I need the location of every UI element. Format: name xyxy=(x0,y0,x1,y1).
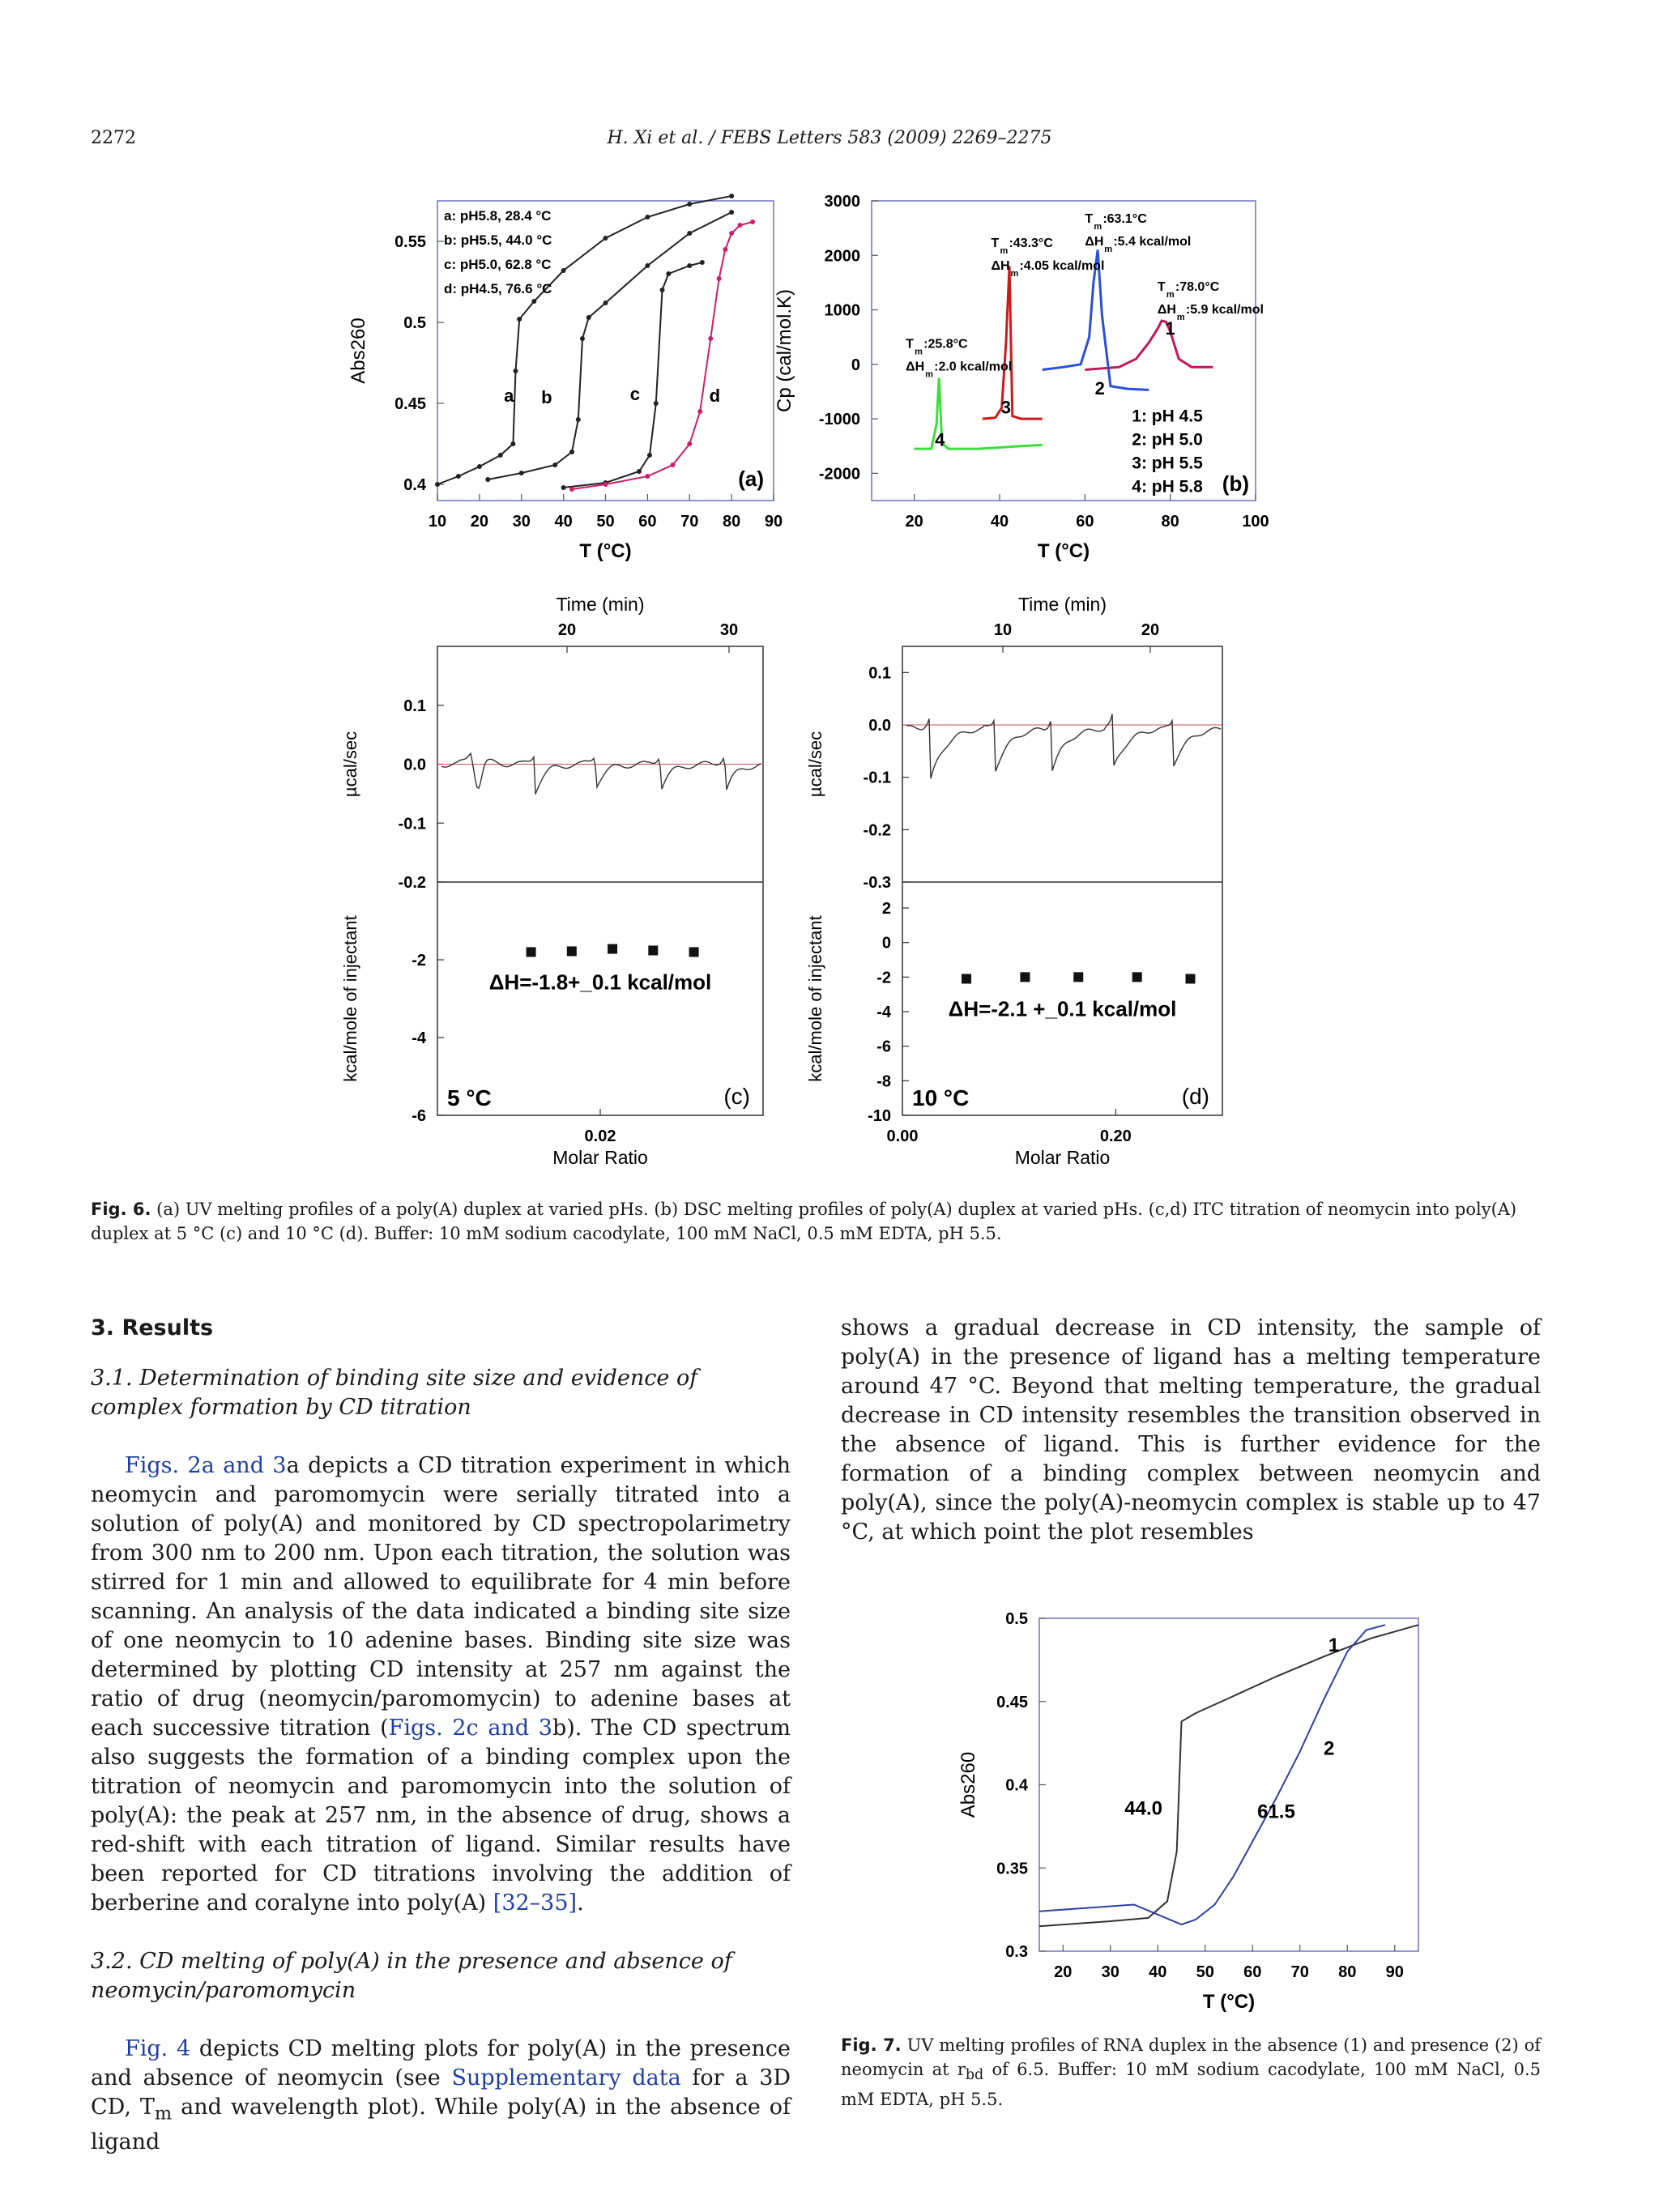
chart-6a-xtick-label: 50 xyxy=(596,513,615,531)
chart-6b-legend-item: 2: pH 5.0 xyxy=(1132,430,1203,450)
chart-6a-series-a-point xyxy=(435,482,440,487)
chart-6b-annot-dh-sub: m xyxy=(925,369,933,380)
chart-6a-curve-label: d xyxy=(709,386,721,406)
chart-7-xtick-label: 40 xyxy=(1149,1963,1167,1981)
chart-6d xyxy=(805,594,1222,1168)
chart-6a-series-a-point xyxy=(729,194,734,198)
chart-6c-top-axis-label: Time (min) xyxy=(556,594,645,615)
chart-7-ytick-label: 0.4 xyxy=(1005,1776,1028,1795)
chart-6c-data-point xyxy=(527,947,536,957)
chart-6d-panel-label: (d) xyxy=(1181,1084,1209,1109)
chart-6c-xlabel: Molar Ratio xyxy=(552,1147,648,1168)
chart-6a-series-d xyxy=(572,222,753,489)
chart-6d-data-point xyxy=(1073,972,1083,982)
chart-6a-series-a-point xyxy=(498,453,503,458)
fig7-caption-label: Fig. 7. xyxy=(841,2035,902,2055)
chart-6a-series-c-point xyxy=(700,260,705,265)
chart-6a-curve-label: c xyxy=(629,384,640,404)
chart-6a-series-c-point xyxy=(666,271,671,276)
chart-6a-series-d-point xyxy=(723,247,727,252)
chart-6d-bot-ytick-label: -8 xyxy=(876,1072,891,1091)
chart-6a-series-a-point xyxy=(561,268,566,273)
chart-6b-annot-tm-sub: m xyxy=(1094,221,1102,232)
chart-6b-curve-label: 2 xyxy=(1094,377,1105,399)
chart-6b-legend-item: 3: pH 5.5 xyxy=(1132,454,1203,473)
chart-7-value-label: 61.5 xyxy=(1257,1801,1295,1823)
chart-6b-series-4 xyxy=(915,378,1043,449)
chart-6c-ylabel: kcal/mole of injectant xyxy=(340,915,360,1082)
chart-6b-xtick-label: 20 xyxy=(905,513,923,531)
chart-6b-xtick-label: 80 xyxy=(1161,513,1179,531)
chart-6a-series-c-point xyxy=(687,263,692,268)
chart-6b-ytick-label: 0 xyxy=(851,356,860,374)
chart-6d-xtick-label: 0.20 xyxy=(1099,1127,1132,1145)
chart-6d-bot-ytick-label: -2 xyxy=(876,969,891,987)
chart-6a-series-c-point xyxy=(637,469,642,474)
chart-6a-xtick-label: 70 xyxy=(680,513,699,531)
chart-6b-annot-dh: ΔH xyxy=(1157,303,1176,317)
p2-sub: m xyxy=(154,2103,173,2125)
paragraph-right: shows a gradual decrease in CD intensity, the sample of poly(A) in the presence of ligand has a melting temperature around 47 °C. Beyond that melting temperature, the gradual decrease in CD intensity resembles the transition observed in the absence of ligand. This is further evidence for the formation of a binding complex between neomycin and poly(A), since the poly(A)-neomycin complex is stable up to 47 °C, at which point the plot resembles xyxy=(841,1315,1541,1545)
chart-7-xtick-label: 90 xyxy=(1385,1963,1404,1981)
chart-6d-bot-ytick-label: -4 xyxy=(876,1004,891,1021)
chart-6b-xtick-label: 100 xyxy=(1242,513,1269,531)
chart-6b-annot-dh-sub: m xyxy=(1176,313,1185,322)
chart-6a-xtick-label: 30 xyxy=(512,513,531,531)
chart-6d-bot-ytick-label: -6 xyxy=(876,1038,891,1056)
chart-6c-data-point xyxy=(689,947,699,957)
fig4-link[interactable]: Fig. 4 xyxy=(125,2036,191,2061)
chart-6a-xtick-label: 40 xyxy=(554,513,573,531)
chart-6c-data-point xyxy=(567,946,577,956)
chart-6a-series-d-point xyxy=(603,482,608,487)
chart-6b-annot-dh-val: :4.05 kcal/mol xyxy=(1019,259,1105,274)
chart-6c-bot-ytick-label: -6 xyxy=(412,1107,426,1125)
chart-6d-delta-h: ΔH=-2.1 +_0.1 kcal/mol xyxy=(948,996,1177,1021)
fig6-caption-text: (a) UV melting profiles of a poly(A) duplex at varied pHs. (b) DSC melting profiles of poly(A) duplex at varied pHs. (c,d) ITC titration of neomycin into poly(A) duplex at 5 °C (c) and 10 °C (d). Buffer: 10 mM sodium cacodylate, 100 mM NaCl, 0.5 mM EDTA, pH 5.5. xyxy=(91,1200,1517,1243)
chart-6a-xtick-label: 60 xyxy=(638,513,657,531)
fig7-caption-tail: of 6.5. Buffer: 10 mM sodium cacodylate, 100 mM NaCl, 0.5 mM EDTA, pH 5.5. xyxy=(841,2060,1541,2110)
chart-6a-ytick-label: 0.45 xyxy=(394,395,426,413)
chart-6a-series-b-point xyxy=(552,462,557,467)
chart-6d-top-tick-label: 20 xyxy=(1141,621,1160,639)
chart-6a-series-a-point xyxy=(456,474,461,479)
chart-7-ytick-label: 0.3 xyxy=(1005,1943,1028,1961)
chart-6b-ytick-label: -2000 xyxy=(818,465,860,484)
chart-6a-series-d-point xyxy=(687,441,692,446)
chart-6b-annot-dh-val: :2.0 kcal/mol xyxy=(934,360,1013,374)
chart-6a-panel-label: (a) xyxy=(738,467,764,491)
chart-6c-top-tick-label: 30 xyxy=(719,621,739,639)
chart-6a-series-b-point xyxy=(729,210,734,215)
chart-6a-legend-item: b: pH5.5, 44.0 °C xyxy=(444,232,552,248)
running-header: H. Xi et al. / FEBS Letters 583 (2009) 2269–2275 xyxy=(607,128,1052,148)
chart-6b-ytick-label: -1000 xyxy=(818,411,860,429)
subsection-title-2: 3.2. CD melting of poly(A) in the presence and absence of neomycin/paromomycin xyxy=(91,1949,732,2003)
chart-6b-curve-label: 4 xyxy=(935,429,945,450)
chart-6b-annot-tm: T xyxy=(906,337,914,352)
chart-7-value-label: 44.0 xyxy=(1124,1797,1163,1820)
chart-6c-top-ytick-label: 0.1 xyxy=(403,697,426,715)
chart-6b-annot-tm-val: :63.1°C xyxy=(1102,211,1147,226)
chart-6b-annot-tm: T xyxy=(991,237,1000,251)
chart-6a-ytick-label: 0.5 xyxy=(403,314,426,332)
chart-6b-ytick-label: 3000 xyxy=(824,193,860,211)
p1-text: a depicts a CD titration experiment in which neomycin and paromomycin were serially titrated into a solution of poly(A) and monitored by CD spectropolarimetry from 300 nm to 200 nm. Upon each titration, the solution was stirred for 1 min and allowed to equilibrate for 4 min before scanning. An analysis of the data indicated a binding site size of one neomycin to 10 adenine bases. Binding site size was determined by plotting CD intensity at 257 nm against the ratio of drug (neomycin/paromomycin) to adenine bases at each successive titration ( xyxy=(91,1453,791,1741)
chart-6a-xtick-label: 80 xyxy=(723,513,741,531)
chart-6c-panel-label: (c) xyxy=(723,1084,750,1109)
right-column xyxy=(841,1314,1541,1576)
chart-7 xyxy=(957,1610,1418,2013)
chart-6c-top-ytick-label: -0.2 xyxy=(398,874,426,892)
chart-6c-bot-ytick-label: -2 xyxy=(412,952,426,970)
chart-6c-delta-h: ΔH=-1.8+_0.1 kcal/mol xyxy=(488,970,712,995)
chart-6b-annot-dh-sub: m xyxy=(1104,244,1113,254)
chart-6b-curve-label: 3 xyxy=(1000,397,1012,418)
chart-6a-xlabel: T (°C) xyxy=(579,540,632,562)
chart-6d-xtick-label: 0.00 xyxy=(886,1127,919,1145)
chart-6b-xtick-label: 60 xyxy=(1076,513,1094,531)
chart-6d-top-axis-label: Time (min) xyxy=(1017,594,1107,615)
chart-7-ytick-label: 0.5 xyxy=(1005,1610,1028,1628)
chart-6a-series-d-point xyxy=(708,336,713,341)
chart-6d-top-ytick-label: 0.0 xyxy=(868,717,891,735)
chart-6c-top-tick-label: 20 xyxy=(557,621,577,639)
chart-7-xtick-label: 60 xyxy=(1243,1963,1262,1981)
chart-6b-annot-tm: T xyxy=(1157,280,1166,294)
chart-6d-xlabel: Molar Ratio xyxy=(1014,1147,1111,1168)
chart-6a-series-a-point xyxy=(645,215,650,219)
chart-6a-series-a-point xyxy=(603,236,608,241)
chart-6d-top-ytick-label: -0.1 xyxy=(863,769,891,787)
chart-6d-raw-trace xyxy=(906,714,1221,779)
chart-6c-data-point xyxy=(608,944,617,954)
chart-7-frame xyxy=(1039,1618,1418,1951)
chart-6a-series-d-point xyxy=(569,487,574,492)
chart-6b-annot-dh-val: :5.4 kcal/mol xyxy=(1113,234,1192,249)
chart-6a-series-c-point xyxy=(660,288,665,292)
chart-6d-top-ytick-label: -0.3 xyxy=(863,874,891,892)
chart-6b-ytick-label: 2000 xyxy=(824,247,860,266)
chart-6b-xlabel: T (°C) xyxy=(1037,540,1090,562)
chart-6a-series-c-point xyxy=(654,401,659,406)
section-title: 3. Results xyxy=(91,1315,214,1340)
chart-6a-series-b-point xyxy=(580,336,585,341)
chart-7-curve-label: 1 xyxy=(1328,1634,1340,1657)
fig7-caption-text: UV melting profiles of RNA duplex in the absence (1) and presence (2) of neomycin at r xyxy=(841,2035,1541,2079)
chart-6b-annot-tm-val: :25.8°C xyxy=(923,337,968,352)
chart-7-series-2 xyxy=(1039,1625,1385,1924)
chart-6a-series-a-point xyxy=(513,369,518,373)
chart-6b-legend-item: 1: pH 4.5 xyxy=(1132,407,1203,426)
chart-6c-data-point xyxy=(648,945,658,955)
chart-6a-series-d-point xyxy=(645,474,650,479)
chart-6d-top-tick-label: 10 xyxy=(993,621,1013,639)
chart-6c-bot-ytick-label: -4 xyxy=(412,1029,426,1047)
chart-6a-series-d-point xyxy=(671,462,676,467)
p2-text3: and wavelength plot). While poly(A) in the absence of ligand xyxy=(91,2095,791,2155)
chart-6a-legend-item: c: pH5.0, 62.8 °C xyxy=(444,257,552,272)
chart-6d-frame xyxy=(902,646,1222,1115)
chart-6a-series-b-point xyxy=(687,231,692,236)
paragraph-2 xyxy=(91,2035,791,2157)
chart-6b-ylabel: Cp (cal/mol.K) xyxy=(774,288,795,413)
chart-6b-annot-dh: ΔH xyxy=(1085,234,1104,249)
chart-6b-annot-tm-val: :78.0°C xyxy=(1175,280,1220,294)
chart-7-xtick-label: 20 xyxy=(1054,1963,1073,1981)
chart-6a-series-a-point xyxy=(510,441,515,446)
chart-6a-series-d-point xyxy=(738,223,743,228)
chart-6a-series-d-point xyxy=(717,276,722,281)
chart-7-ytick-label: 0.45 xyxy=(996,1693,1028,1711)
chart-6b-series-3 xyxy=(983,266,1043,419)
chart-6b-panel-label: (b) xyxy=(1222,471,1249,496)
chart-6d-bot-ytick-label: 2 xyxy=(881,900,891,918)
chart-6c-temp: 5 °C xyxy=(447,1085,492,1110)
p1-end: . xyxy=(577,1890,584,1916)
chart-6a-xtick-label: 10 xyxy=(428,513,447,531)
chart-6d-top-ytick-label: 0.1 xyxy=(868,664,891,683)
chart-6b-curve-label: 1 xyxy=(1165,318,1175,339)
chart-7-series-1 xyxy=(1039,1625,1418,1926)
chart-6a-series-b xyxy=(488,212,731,479)
chart-6d-top-ylabel: µcal/sec xyxy=(805,731,825,798)
p2-text2: for a 3D CD, T xyxy=(91,2065,791,2120)
chart-7-xtick-label: 80 xyxy=(1338,1963,1357,1981)
chart-6c-top-ytick-label: 0.0 xyxy=(403,756,426,774)
supplementary-data-link[interactable]: Supplementary data xyxy=(451,2065,681,2091)
chart-6a-curve-label: b xyxy=(541,387,552,407)
p2-text: depicts CD melting plots for poly(A) in the presence and absence of neomycin (see xyxy=(91,2036,791,2091)
chart-6d-bot-ytick-label: -10 xyxy=(868,1107,891,1125)
chart-7-xtick-label: 50 xyxy=(1196,1963,1214,1981)
chart-6c-xtick-label: 0.02 xyxy=(584,1127,616,1145)
chart-6b-annot-dh-sub: m xyxy=(1010,269,1019,279)
chart-6d-top-ytick-label: -0.2 xyxy=(863,821,891,840)
chart-6a-series-b-point xyxy=(645,263,650,268)
chart-6a-series-b-point xyxy=(586,315,591,320)
chart-6a-series-b-point xyxy=(603,300,608,305)
chart-6b-legend-item: 4: pH 5.8 xyxy=(1132,477,1203,497)
ref-32-35-link[interactable]: [32–35] xyxy=(493,1890,578,1916)
chart-6b-annot-tm-sub: m xyxy=(1000,246,1009,257)
chart-6b-annot-dh-val: :5.9 kcal/mol xyxy=(1185,303,1264,317)
fig7-caption xyxy=(841,2033,1541,2112)
chart-6c xyxy=(340,594,763,1168)
chart-6c-frame xyxy=(437,646,763,1115)
chart-7-ylabel: Abs260 xyxy=(957,1751,979,1818)
chart-6d-data-point xyxy=(962,974,971,983)
chart-7-xlabel: T (°C) xyxy=(1202,1991,1256,2013)
figs-2c-3-link[interactable]: Figs. 2c and 3 xyxy=(388,1715,552,1741)
chart-6c-top-ytick-label: -0.1 xyxy=(398,815,426,833)
chart-6b-xtick-label: 40 xyxy=(990,513,1009,531)
chart-6c-top-ylabel: µcal/sec xyxy=(340,731,360,798)
fig7-caption-sub: bd xyxy=(965,2067,984,2084)
chart-6a-series-a-point xyxy=(517,317,522,322)
chart-6a-series-b-point xyxy=(576,417,581,422)
chart-6d-data-point xyxy=(1186,974,1196,983)
chart-6a-ylabel: Abs260 xyxy=(348,318,369,384)
chart-6a-ytick-label: 0.4 xyxy=(403,476,426,494)
chart-6a-xtick-label: 90 xyxy=(764,513,783,531)
chart-6a-series-a-point xyxy=(687,202,692,207)
chart-7-xtick-label: 70 xyxy=(1290,1963,1309,1981)
fig6-caption-label: Fig. 6. xyxy=(91,1200,151,1219)
chart-7-ytick-label: 0.35 xyxy=(996,1860,1028,1878)
chart-6a-xtick-label: 20 xyxy=(470,513,488,531)
left-column xyxy=(91,1314,791,2186)
chart-6a-series-c-point xyxy=(561,485,566,490)
chart-6a-ytick-label: 0.55 xyxy=(394,233,426,251)
chart-6b-annot-tm-sub: m xyxy=(915,347,923,357)
p1-text2: b). The CD spectrum also suggests the formation of a binding complex upon the titration of neomycin and paromomycin into the solution of poly(A): the peak at 257 nm, in the absence of drug, shows a red-shift with each titration of ligand. Similar results have been reported for CD titrations involving the addition of berberine and coralyne into poly(A) xyxy=(91,1715,791,1916)
chart-6b-ytick-label: 1000 xyxy=(824,301,860,320)
subsection-title-1: 3.1. Determination of binding site size and evidence of complex formation by CD titration xyxy=(91,1366,698,1420)
chart-7-curve-label: 2 xyxy=(1324,1737,1335,1760)
chart-6a-series-b-point xyxy=(519,471,524,475)
chart-6a-series-c-point xyxy=(647,453,652,458)
chart-6b-annot-dh: ΔH xyxy=(991,259,1010,274)
chart-6b-annot-tm: T xyxy=(1085,211,1094,226)
chart-6b-annot-tm-val: :43.3°C xyxy=(1009,237,1053,251)
chart-6a-series-d-point xyxy=(729,231,734,236)
chart-6a-series-d-point xyxy=(697,409,702,414)
chart-6d-bot-ytick-label: 0 xyxy=(881,934,891,953)
chart-6a-series-a-point xyxy=(531,299,536,304)
chart-7-xtick-label: 30 xyxy=(1101,1963,1120,1981)
chart-6b-annot-tm-sub: m xyxy=(1166,290,1175,300)
chart-6a-legend-item: a: pH5.8, 28.4 °C xyxy=(444,208,552,224)
chart-6a-series-d-point xyxy=(750,219,755,224)
chart-6b-annot-dh: ΔH xyxy=(906,360,925,374)
paragraph-1 xyxy=(91,1451,791,1918)
fig6-caption xyxy=(91,1197,1541,1246)
chart-6a-series-a-point xyxy=(477,464,482,469)
chart-6d-data-point xyxy=(1132,972,1142,982)
chart-6d-ylabel: kcal/mole of injectant xyxy=(805,915,825,1082)
chart-6a-legend-item: d: pH4.5, 76.6 °C xyxy=(444,281,552,296)
chart-6a-series-b-point xyxy=(485,477,490,482)
figs-2a-3-link[interactable]: Figs. 2a and 3 xyxy=(125,1453,287,1478)
chart-6c-raw-trace xyxy=(441,753,761,794)
chart-6d-data-point xyxy=(1020,972,1030,982)
chart-6b xyxy=(774,193,1269,562)
chart-6d-temp: 10 °C xyxy=(912,1085,970,1110)
chart-6a-series-b-point xyxy=(569,450,574,454)
page-number: 2272 xyxy=(91,128,136,148)
chart-6a-curve-label: a xyxy=(504,386,514,406)
chart-6a xyxy=(348,194,783,562)
